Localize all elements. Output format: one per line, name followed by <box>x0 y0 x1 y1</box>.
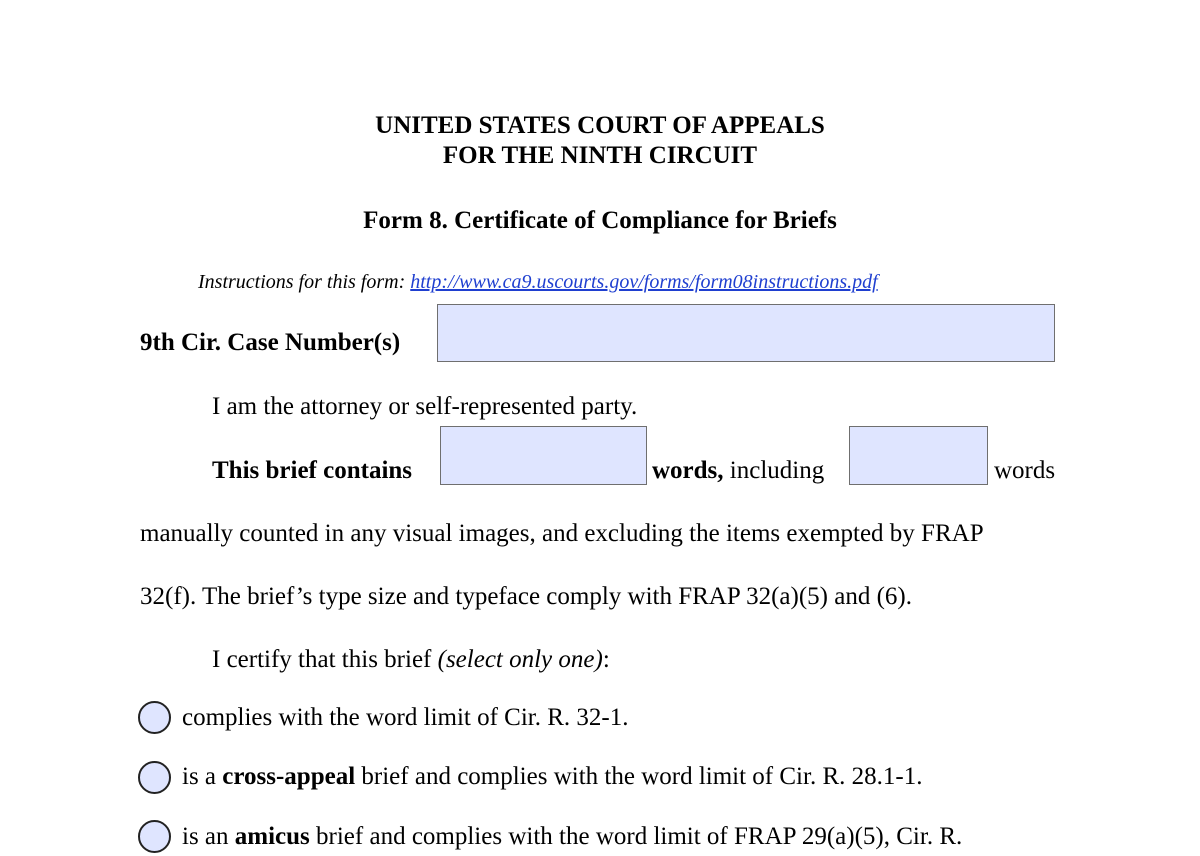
option-text-1 <box>182 703 629 733</box>
certify-colon: : <box>602 646 610 673</box>
option-3-pre: is an <box>182 823 235 850</box>
option-3-post: brief and complies with the word limit of FRAP 29(a)(5), Cir. R. <box>309 823 963 850</box>
certify-line <box>212 645 610 675</box>
words-including-text <box>652 456 824 486</box>
instructions-link[interactable]: http://www.ca9.uscourts.gov/forms/form08instructions.pdf <box>410 271 878 293</box>
option-1-pre: complies with the word limit of Cir. R. 32-1. <box>182 704 629 731</box>
instructions-label: Instructions for this form: <box>198 271 411 293</box>
brief-contains-label: This brief contains <box>212 457 413 484</box>
option-text-3 <box>182 822 962 852</box>
option-text-2 <box>182 762 922 792</box>
court-name-line2: FOR THE NINTH CIRCUIT <box>442 142 758 169</box>
option-radio-1[interactable] <box>138 701 171 734</box>
option-radio-3[interactable] <box>138 820 171 853</box>
certify-lead: I certify that this brief <box>212 646 438 673</box>
option-2-pre: is a <box>182 763 223 790</box>
words-trailing-label: words <box>994 457 1056 484</box>
statement-line3: manually counted in any visual images, and excluding the items exempted by FRAP <box>140 520 984 547</box>
option-radio-2[interactable] <box>138 761 171 794</box>
attorney-statement: I am the attorney or self-represented party. <box>212 393 638 420</box>
case-number-input[interactable] <box>437 304 1055 362</box>
case-number-label: 9th Cir. Case Number(s) <box>140 329 401 356</box>
option-2-post: brief and complies with the word limit of Cir. R. 28.1-1. <box>355 763 923 790</box>
instructions-line <box>198 269 878 295</box>
words-label: words, <box>652 457 724 484</box>
court-name-line1: UNITED STATES COURT OF APPEALS <box>375 112 825 139</box>
including-label: including <box>723 457 825 484</box>
word-count-input[interactable] <box>440 426 647 485</box>
certify-note: (select only one) <box>437 646 603 673</box>
option-2-bold: cross-appeal <box>222 763 356 790</box>
form-title: Form 8. Certificate of Compliance for Briefs <box>363 207 837 234</box>
option-3-bold: amicus <box>234 823 310 850</box>
statement-line4: 32(f). The brief’s type size and typeface comply with FRAP 32(a)(5) and (6). <box>140 583 912 610</box>
manual-count-input[interactable] <box>849 426 988 485</box>
